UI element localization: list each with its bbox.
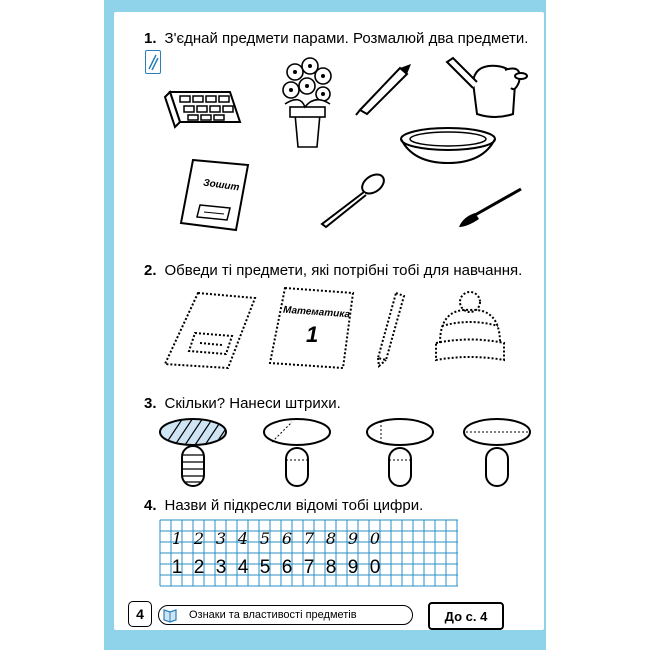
pen-icon — [355, 60, 415, 115]
task-1-number: 1. — [144, 30, 157, 47]
topic-label: Ознаки та властивості предметів — [158, 605, 413, 625]
notebook-label: Зошит — [202, 177, 241, 194]
task-3 — [144, 395, 341, 413]
handwritten-digits-row — [166, 529, 386, 548]
digit-hand: 0 — [369, 529, 381, 548]
book-icon — [162, 607, 178, 623]
flower-pot-icon — [275, 52, 340, 152]
digit-hand: 1 — [171, 529, 183, 548]
count-figure-4 — [462, 418, 534, 488]
digit-hand: 7 — [303, 529, 315, 548]
count-figure-3 — [365, 418, 437, 488]
paint-brush-icon — [455, 185, 525, 230]
digit-print: 7 — [303, 557, 315, 578]
digit-print: 6 — [281, 557, 293, 578]
math-book-title: Математика — [282, 304, 351, 321]
digit-hand: 3 — [215, 529, 227, 548]
bowl-icon — [398, 125, 498, 170]
digit-print: 0 — [369, 557, 381, 578]
watering-can-icon — [445, 52, 530, 122]
task-1 — [144, 30, 528, 48]
notebook-icon — [178, 155, 253, 235]
paint-box-icon — [160, 82, 245, 132]
dotted-hat-icon — [430, 288, 510, 368]
task-4 — [144, 497, 423, 515]
page-reference: До с. 4 — [428, 602, 504, 630]
digit-hand: 2 — [193, 529, 205, 548]
digit-print: 4 — [237, 557, 249, 578]
task-2 — [144, 262, 522, 280]
digit-print: 3 — [215, 557, 227, 578]
digit-print: 1 — [171, 557, 183, 578]
page-number: 4 — [128, 601, 152, 627]
dotted-pen-icon — [370, 288, 410, 368]
digit-print: 8 — [325, 557, 337, 578]
task-2-text: Обведи ті предмети, які потрібні тобі для навчання. — [164, 262, 523, 279]
digit-print: 2 — [193, 557, 205, 578]
pencil-icon — [145, 50, 161, 74]
digit-hand: 5 — [259, 529, 271, 548]
digit-hand: 8 — [325, 529, 337, 548]
task-1-text: З'єднай предмети парами. Розмалюй два предмети. — [164, 30, 529, 47]
count-figure-2 — [262, 418, 334, 488]
task-3-text: Скільки? Нанеси штрихи. — [164, 395, 341, 412]
math-book-number: 1 — [306, 322, 319, 347]
printed-digits-row — [166, 557, 386, 579]
count-figure-1 — [158, 418, 230, 488]
digit-hand: 4 — [237, 529, 249, 548]
digit-hand: 9 — [347, 529, 359, 548]
spoon-icon — [318, 170, 388, 230]
digit-hand: 6 — [281, 529, 293, 548]
task-2-number: 2. — [144, 262, 157, 279]
task-4-number: 4. — [144, 497, 157, 514]
digit-print: 5 — [259, 557, 271, 578]
task-4-text: Назви й підкресли відомі тобі цифри. — [164, 497, 424, 514]
digit-print: 9 — [347, 557, 359, 578]
dotted-notebook-icon — [160, 288, 260, 373]
task-3-number: 3. — [144, 395, 157, 412]
